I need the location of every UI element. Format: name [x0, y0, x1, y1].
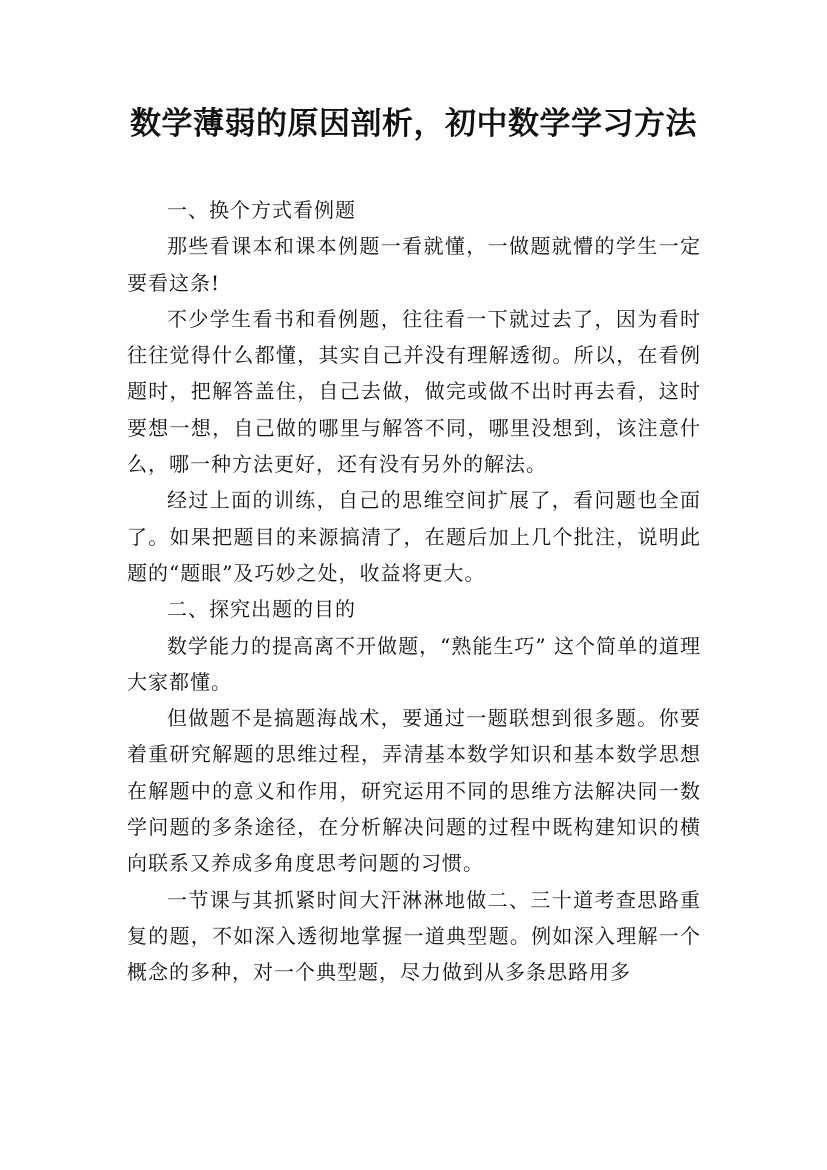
paragraph: 但做题不是搞题海战术，要通过一题联想到很多题。你要着重研究解题的思维过程，弄清基本数学知识和基本数学思想在解题中的意义和作用，研究运用不同的思维方法解决同一数学问题的多条途径，在分析解决问题的过程中既构建知识的横向联系又养成多角度思考问题的习惯。 — [127, 706, 701, 876]
paragraph: 数学能力的提高离不开做题，“熟能生巧” 这个简单的道理大家都懂。 — [127, 633, 701, 694]
section-heading-1: 一、换个方式看例题 — [167, 198, 356, 222]
section-heading-2: 二、探究出题的目的 — [167, 597, 356, 622]
paragraph: 不少学生看书和看例题，往往看一下就过去了，因为看时往往觉得什么都懂，其实自己并没有理解透彻。所以，在看例题时，把解答盖住，自己去做，做完或做不出时再去看，这时要想一想，自己做的哪里与解答不同，哪里没想到，该注意什么，哪一种方法更好，还有没有另外的解法。 — [127, 306, 701, 477]
document-body — [127, 192, 701, 991]
paragraph: 那些看课本和课本例题一看就懂，一做题就懵的学生一定要看这条! — [127, 234, 701, 295]
document-title: 数学薄弱的原因剖析，初中数学学习方法 — [130, 106, 697, 142]
paragraph: 经过上面的训练，自己的思维空间扩展了，看问题也全面了。如果把题目的来源搞清了，在题后加上几个批注，说明此题的“题眼”及巧妙之处，收益将更大。 — [127, 488, 701, 585]
paragraph: 一节课与其抓紧时间大汗淋淋地做二、三十道考查思路重复的题，不如深入透彻地掌握一道典型题。例如深入理解一个概念的多种，对一个典型题，尽力做到从多条思路用多 — [127, 887, 701, 985]
